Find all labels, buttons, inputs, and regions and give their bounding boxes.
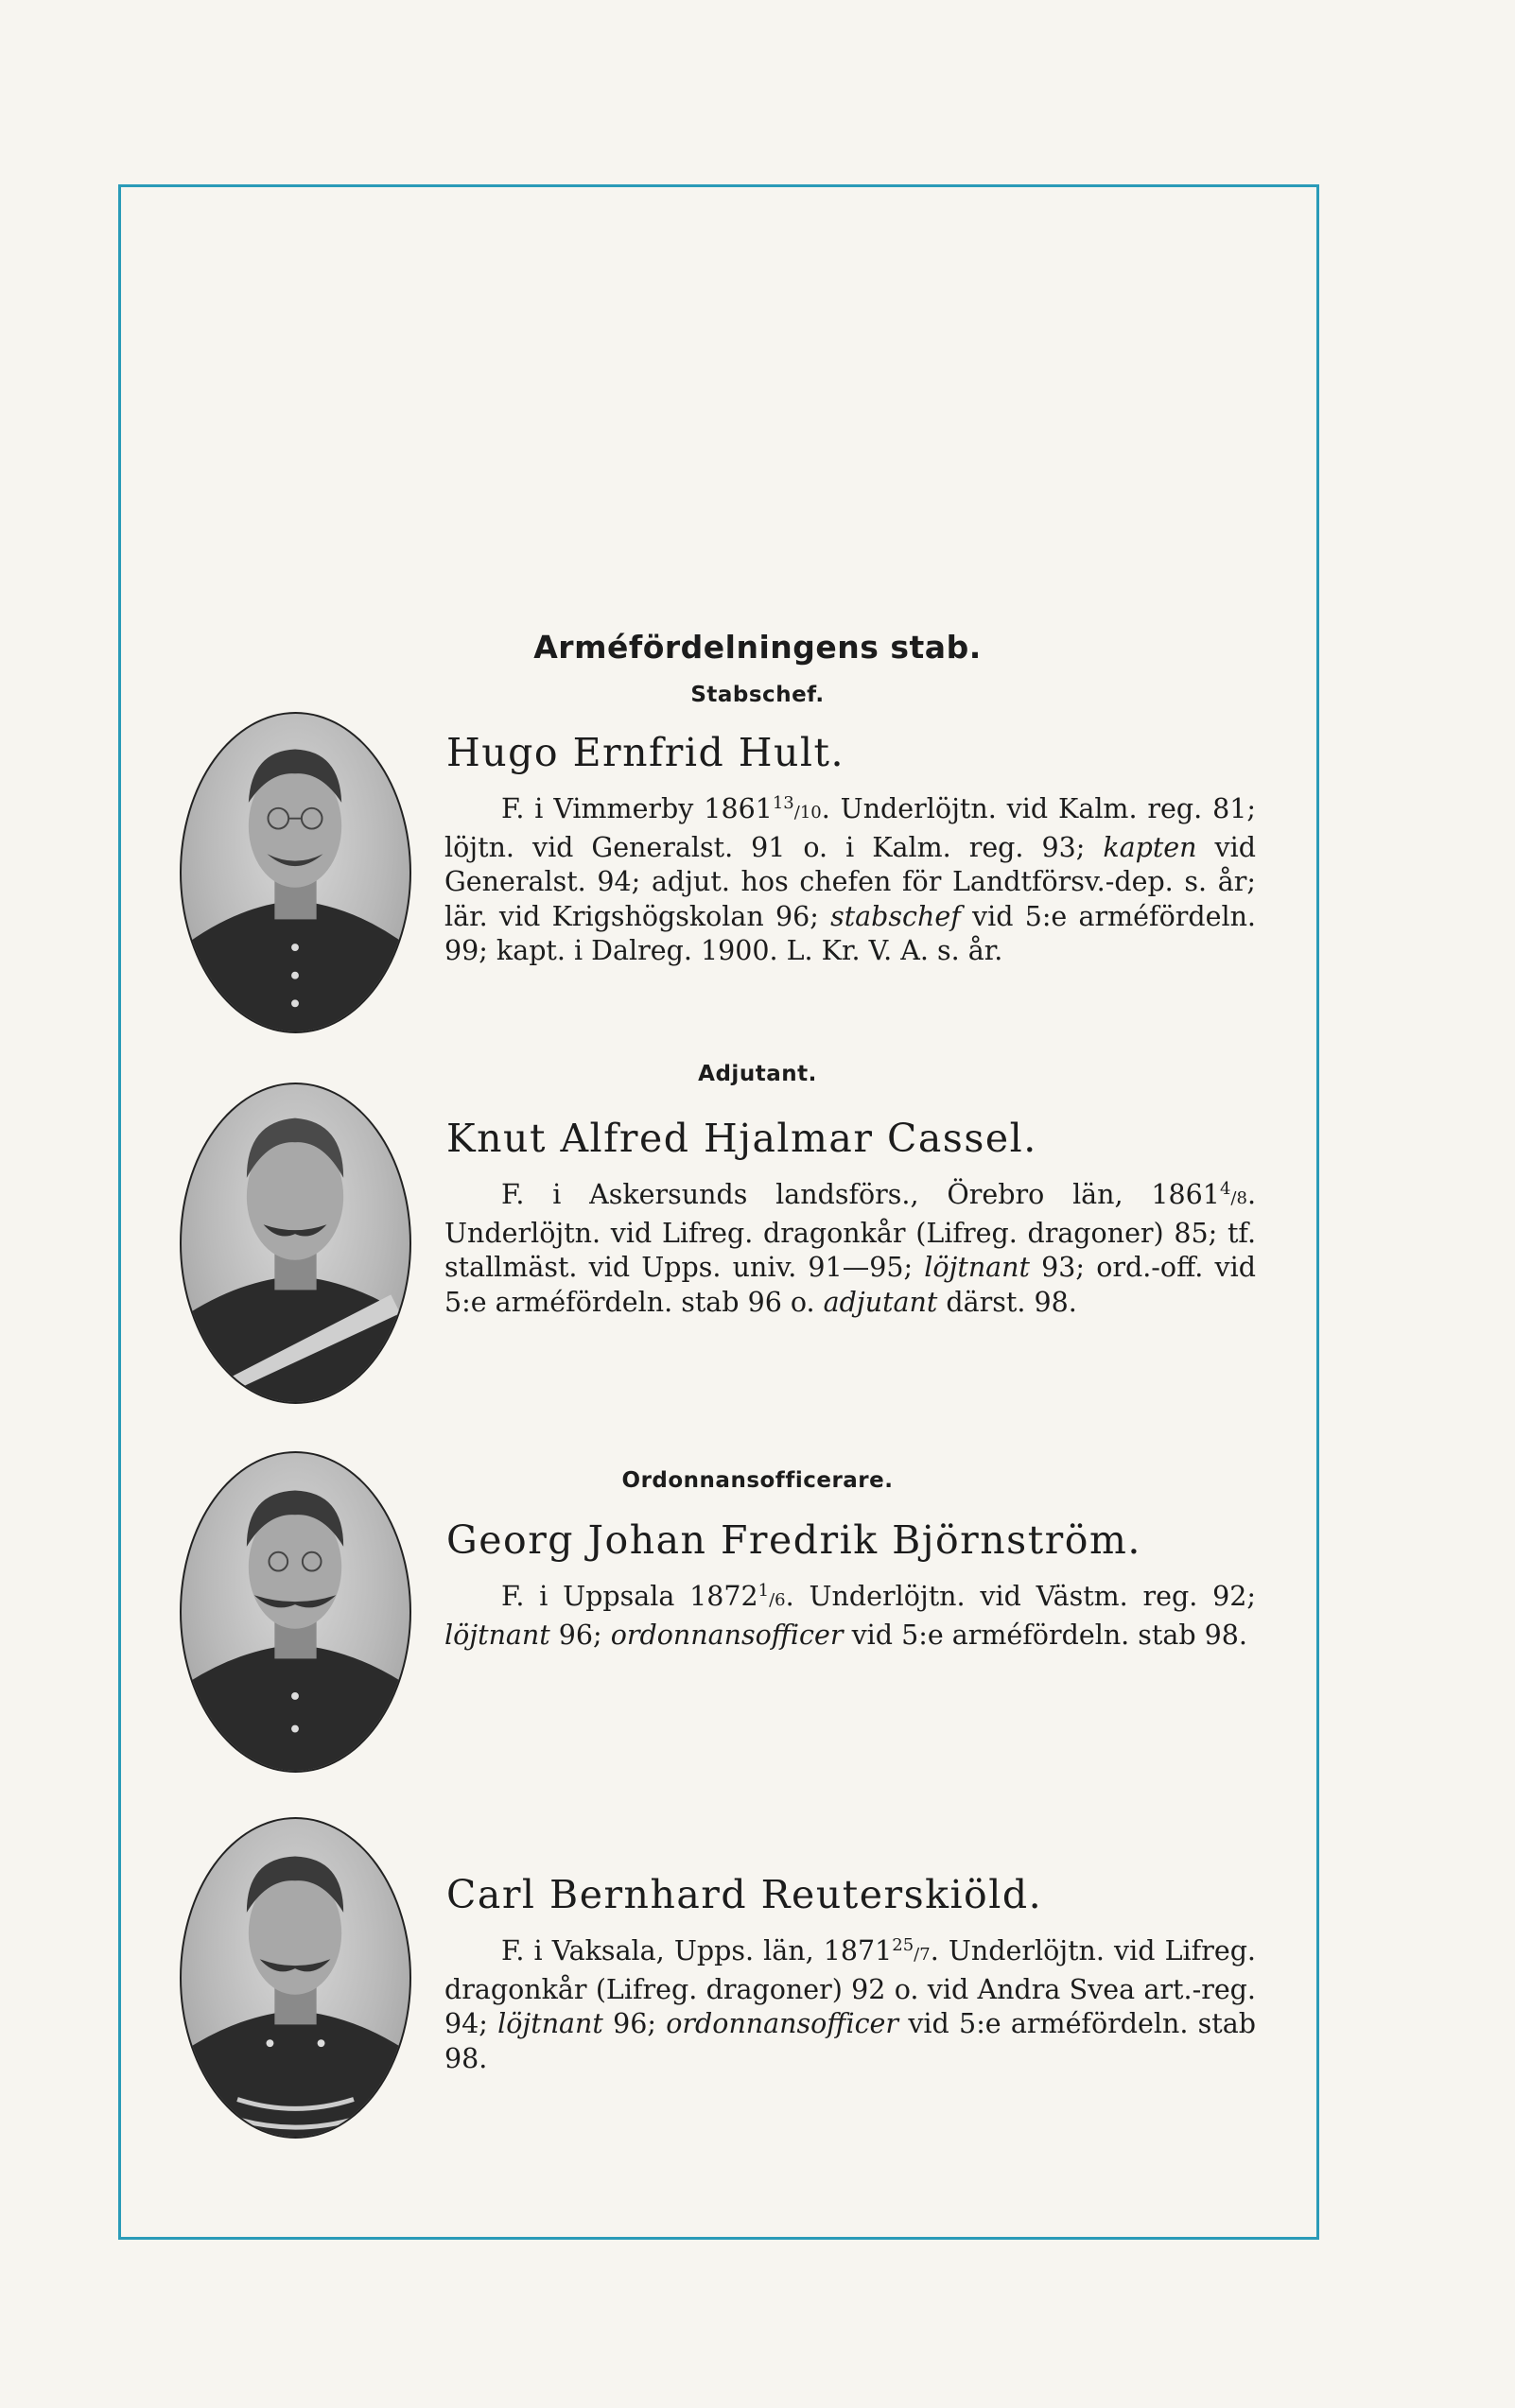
section-title: Arméfördelningens stab. (533, 629, 982, 666)
role-heading-adjutant: Adjutant. (698, 1062, 817, 1086)
person-name: Carl Bernhard Reuterskiöld. (446, 1872, 1043, 1917)
person-bio: F. i Askersunds landsförs., Örebro län, 1861$^4$/8. Underlöjtn. vid Lifreg. dragonkår (Lifreg. dragoner) 85; tf. stallmäst. vid Upps. univ. 91—95; löjtnant 93; ord.-off. vid 5:e arméfördeln. stab 96 o. adjutant därst. 98. (444, 1179, 1257, 1318)
role-heading-ordonnans: Ordonnansofficerare. (621, 1468, 894, 1493)
person-name: Knut Alfred Hjalmar Cassel. (446, 1116, 1037, 1161)
person-bio: F. i Uppsala 1872$^1$/6. Underlöjtn. vid Västm. reg. 92; löjtnant 96; ordonnansofficer vid 5:e arméfördeln. stab 98. (444, 1581, 1256, 1651)
person-bio: F. i Vaksala, Upps. län, 1871$^{25}$/7. Underlöjtn. vid Lifreg. dragonkår (Lifreg. dragoner) 92 o. vid Andra Svea art.-reg. 94; löjtnant 96; ordonnansofficer vid 5:e arméfördeln. stab 98. (444, 1935, 1256, 2074)
person-name: Georg Johan Fredrik Björnström. (446, 1517, 1141, 1563)
person-bio: F. i Vimmerby 1861$^{13}$/10. Underlöjtn. vid Kalm. reg. 81; löjtn. vid Generalst. 91 o. i Kalm. reg. 93; kapten vid Generalst. 94; adjut. hos chefen för Landtförsv.-dep. s. år; lär. vid Krigshögskolan 96; stabschef vid 5:e arméfördeln. 99; kapt. i Dalreg. 1900. L. Kr. V. A. s. år. (444, 793, 1256, 966)
portrait-reuterskiold (180, 1817, 411, 2139)
portrait-hult (180, 712, 411, 1033)
person-name: Hugo Ernfrid Hult. (446, 730, 845, 775)
role-heading-stabschef: Stabschef. (690, 683, 825, 707)
portrait-bjornstrom (180, 1451, 411, 1773)
portrait-cassel (180, 1083, 411, 1404)
